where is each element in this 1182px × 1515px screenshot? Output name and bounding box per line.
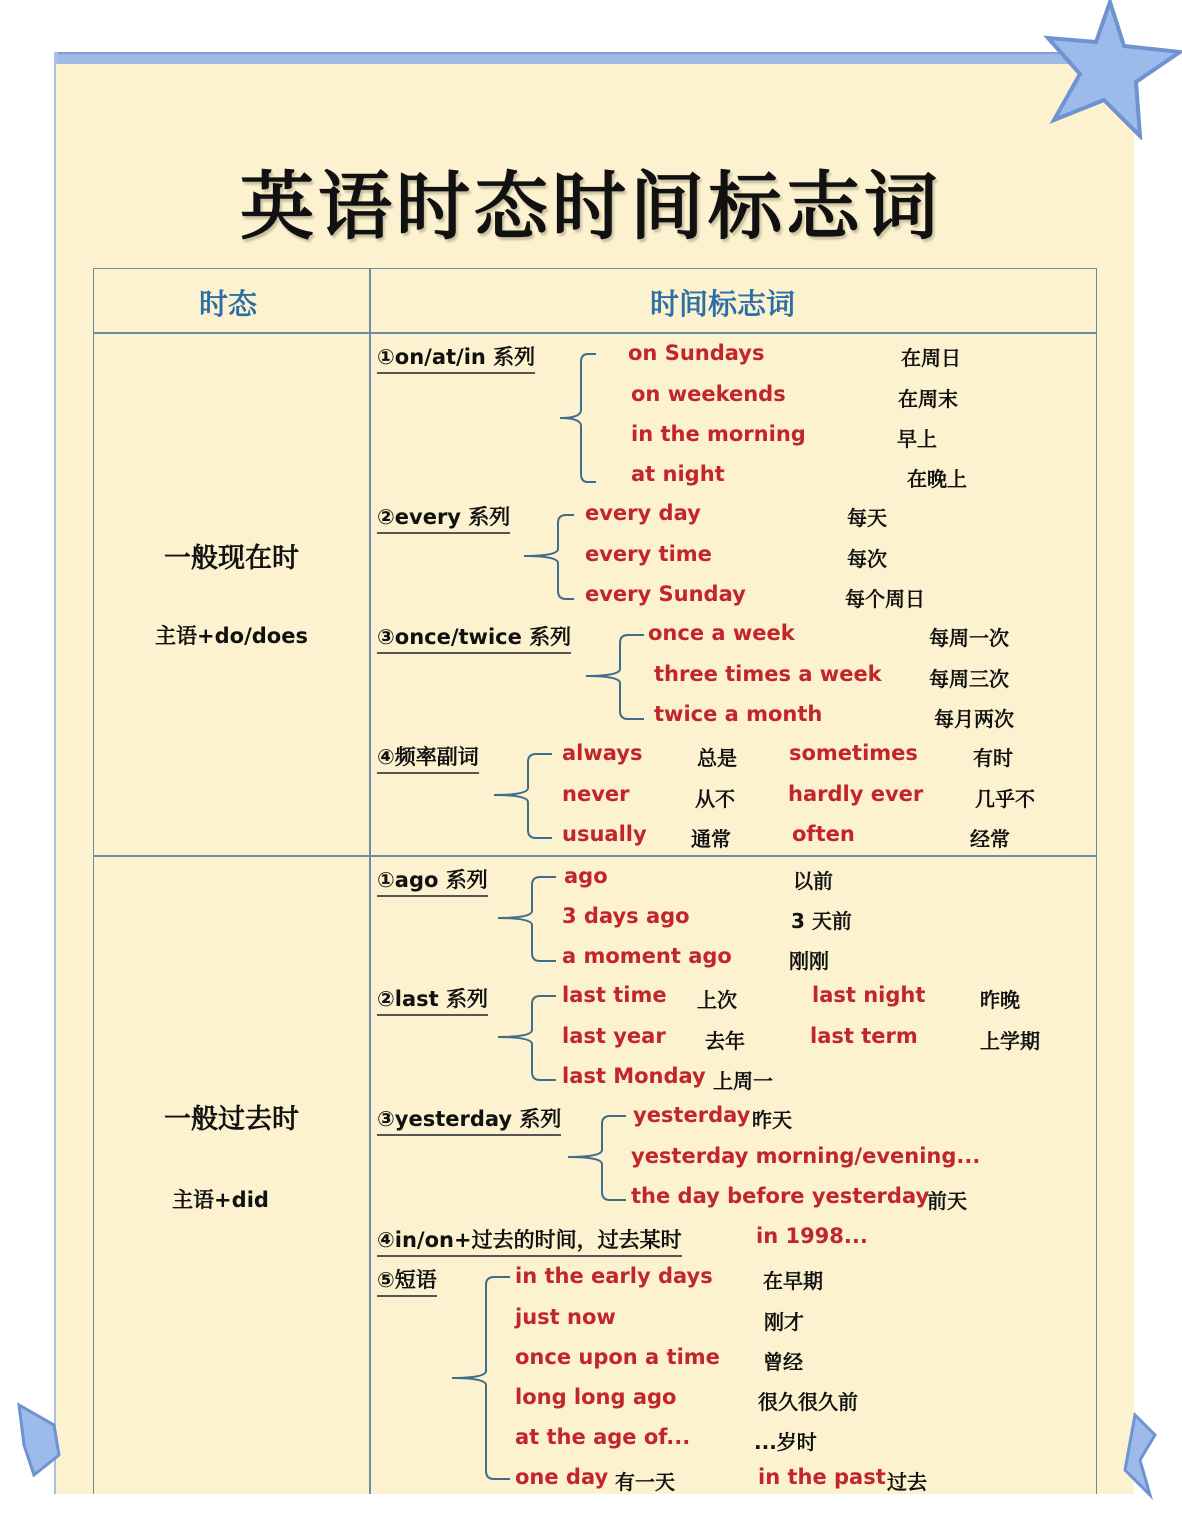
category-label: ③yesterday 系列 (377, 1103, 561, 1136)
time-word-meaning: 刚刚 (789, 949, 829, 973)
time-word-meaning: 3 天前 (791, 909, 852, 933)
time-word: just now (515, 1305, 616, 1329)
time-word: last time (562, 983, 667, 1007)
page-frame-top (54, 52, 1134, 64)
time-word-meaning: 在晚上 (907, 467, 967, 491)
time-word: last term (810, 1024, 918, 1048)
category-label: ①on/at/in 系列 (377, 341, 535, 374)
tense-present (93, 536, 370, 575)
header-divider (93, 332, 1097, 334)
time-word: every Sunday (585, 582, 746, 606)
time-word: long long ago (515, 1385, 677, 1409)
time-word-meaning: 在周末 (898, 387, 958, 411)
time-word: ago (564, 864, 608, 888)
tense-formula: 主语+do/does (155, 624, 308, 648)
time-word-meaning: 以前 (793, 869, 833, 893)
time-word-meaning: 刚才 (764, 1310, 804, 1334)
star-icon (14, 1400, 64, 1480)
category-label: ⑤短语 (377, 1264, 437, 1297)
time-word: every day (585, 501, 701, 525)
time-word-meaning: 总是 (697, 746, 737, 770)
time-word: on Sundays (628, 341, 765, 365)
time-word-meaning: 每次 (847, 547, 887, 571)
star-icon (1120, 1410, 1160, 1500)
time-word-meaning: 去年 (705, 1029, 745, 1053)
time-word: the day before yesterday (631, 1184, 930, 1208)
time-word: sometimes (789, 741, 918, 765)
time-word-meaning: 昨晚 (980, 988, 1020, 1012)
tense-present-formula (93, 620, 370, 650)
header-tense: 时态 (199, 287, 258, 321)
time-word: once a week (648, 621, 795, 645)
time-word-meaning: 每周三次 (929, 667, 1009, 691)
time-word: twice a month (654, 702, 823, 726)
category-label: ④in/on+过去的时间，过去某时 (377, 1224, 682, 1257)
time-word: at night (631, 462, 725, 486)
category-label: ②every 系列 (377, 501, 510, 534)
time-word: one day (515, 1465, 609, 1489)
time-word-meaning: 通常 (691, 827, 731, 851)
tense-past (93, 1097, 370, 1136)
tense-formula: 主语+did (172, 1188, 269, 1212)
time-word: three times a week (654, 662, 882, 686)
time-word-meaning: 上学期 (980, 1029, 1040, 1053)
time-word-meaning: 在早期 (763, 1269, 823, 1293)
time-word-meaning: 很久很久前 (758, 1390, 858, 1414)
time-word-meaning: 每个周日 (845, 587, 925, 611)
time-word: 3 days ago (562, 904, 690, 928)
category-label: ④频率副词 (377, 741, 479, 774)
time-word-meaning: 曾经 (763, 1350, 803, 1374)
category-label: ①ago 系列 (377, 864, 488, 897)
row-divider (93, 855, 1097, 857)
tense-name: 一般过去时 (164, 1104, 299, 1135)
time-word: never (562, 782, 630, 806)
tense-past-formula (93, 1184, 348, 1214)
column-divider (369, 268, 371, 1494)
star-icon (1040, 0, 1182, 140)
time-word: at the age of... (515, 1425, 691, 1449)
page-title: 英语时态时间标志词 (240, 164, 942, 250)
time-word-meaning: 每天 (847, 506, 887, 530)
time-word: last year (562, 1024, 666, 1048)
time-word-meaning: 过去 (887, 1470, 927, 1494)
time-word-meaning: 前天 (927, 1189, 967, 1213)
time-word-meaning: 每月两次 (934, 707, 1014, 731)
header-time-words: 时间标志词 (650, 287, 796, 321)
time-word: usually (562, 822, 647, 846)
time-word: every time (585, 542, 712, 566)
time-word: always (562, 741, 643, 765)
category-label: ③once/twice 系列 (377, 621, 571, 654)
category-label: ②last 系列 (377, 983, 488, 1016)
time-word: a moment ago (562, 944, 732, 968)
time-word-meaning: 早上 (897, 427, 937, 451)
tense-name: 一般现在时 (164, 543, 299, 574)
time-word-meaning: ...岁时 (754, 1430, 817, 1454)
time-word: in the past (758, 1465, 886, 1489)
time-word-meaning: 昨天 (752, 1108, 792, 1132)
time-word-meaning: 有时 (973, 746, 1013, 770)
time-word: in the morning (631, 422, 806, 446)
time-word-meaning: 从不 (695, 787, 735, 811)
time-word-meaning: 几乎不 (975, 787, 1035, 811)
time-word-meaning: 上周一 (713, 1069, 773, 1093)
time-word-meaning: 有一天 (615, 1470, 675, 1494)
time-word-meaning: 经常 (970, 827, 1010, 851)
time-word: once upon a time (515, 1345, 720, 1369)
time-word: in the early days (515, 1264, 713, 1288)
time-word: hardly ever (788, 782, 924, 806)
time-word-meaning: 上次 (697, 988, 737, 1012)
time-word: yesterday morning/evening... (631, 1144, 981, 1168)
time-word-meaning: 在周日 (901, 346, 961, 370)
time-word-meaning: 每周一次 (929, 626, 1009, 650)
time-word: last Monday (562, 1064, 706, 1088)
time-word: last night (812, 983, 926, 1007)
time-word: yesterday (633, 1103, 751, 1127)
time-word: often (792, 822, 855, 846)
time-word: in 1998... (756, 1224, 868, 1248)
time-word: on weekends (631, 382, 786, 406)
